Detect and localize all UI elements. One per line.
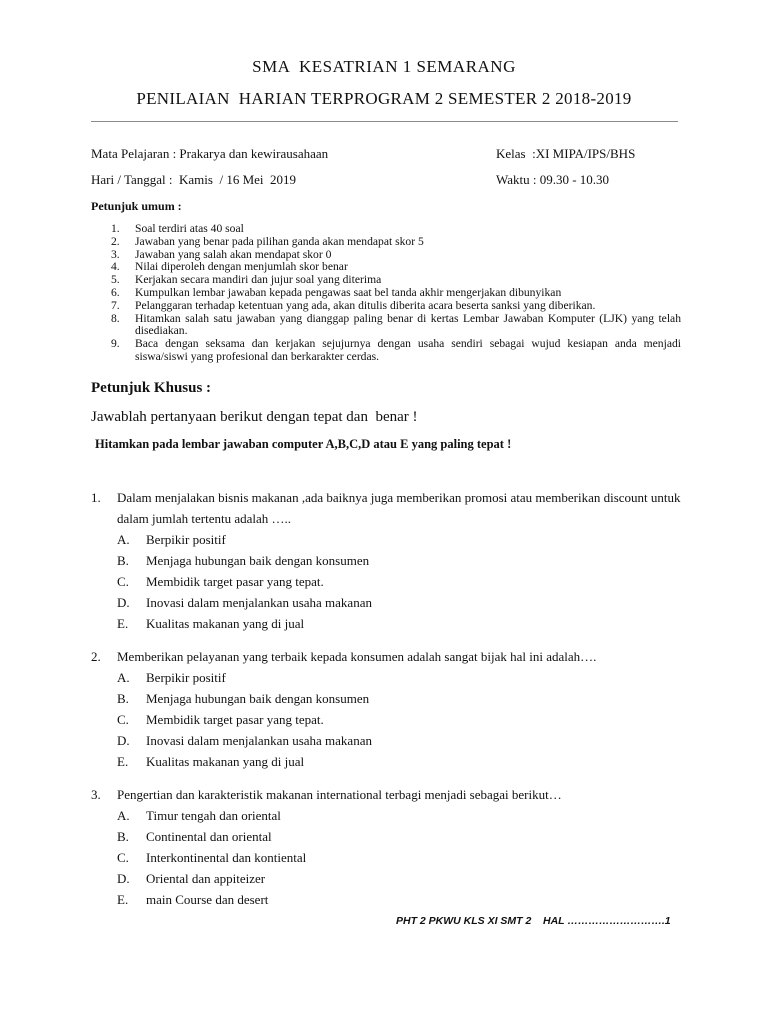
date-field: Hari / Tanggal : Kamis / 16 Mei 2019 xyxy=(91,172,297,187)
header-divider xyxy=(91,121,678,122)
option-item: D. Inovasi dalam menjalankan usaha makanan xyxy=(117,733,372,748)
option-item: B. Menjaga hubungan baik dengan konsumen xyxy=(117,691,370,706)
rule-item: 4. Nilai diperoleh dengan menjumlah skor benar xyxy=(111,260,348,274)
option-list xyxy=(117,805,681,910)
subject-field: Mata Pelajaran : Prakarya dan kewirausahaan xyxy=(91,146,329,161)
exam-title: PENILAIAN HARIAN TERPROGRAM 2 SEMESTER 2 2018-2019 xyxy=(136,89,632,108)
option-item: A. Timur tengah dan oriental xyxy=(117,808,281,823)
option-item: D. Oriental dan appiteizer xyxy=(117,871,266,886)
option-item: E. Kualitas makanan yang di jual xyxy=(117,754,305,769)
question-3 xyxy=(91,784,681,910)
rule-item: 3. Jawaban yang salah akan mendapat skor 0 xyxy=(111,247,332,261)
option-item: C. Interkontinental dan kontiental xyxy=(117,850,307,865)
option-item: C. Membidik target pasar yang tepat. xyxy=(117,574,324,589)
answer-sheet-instruction: Hitamkan pada lembar jawaban computer A,B,C,D atau E yang paling tepat ! xyxy=(95,437,512,451)
question-2 xyxy=(91,646,681,772)
answer-instruction: Jawablah pertanyaan berikut dengan tepat dan benar ! xyxy=(91,409,418,425)
rule-item: 2. Jawaban yang benar pada pilihan ganda akan mendapat skor 5 xyxy=(111,234,424,248)
option-item: E. main Course dan desert xyxy=(117,892,269,907)
question-text: Pengertian dan karakteristik makanan international terbagi menjadi sebagai berikut… xyxy=(117,787,562,802)
option-item: C. Membidik target pasar yang tepat. xyxy=(117,712,324,727)
option-item: D. Inovasi dalam menjalankan usaha makanan xyxy=(117,595,372,610)
school-name: SMA KESATRIAN 1 SEMARANG xyxy=(252,57,516,76)
option-item: E. Kualitas makanan yang di jual xyxy=(117,616,305,631)
rule-item: 6. Kumpulkan lembar jawaban kepada pengawas saat bel tanda akhir mengerjakan dibunyikan xyxy=(111,285,562,299)
question-number: 3. xyxy=(91,787,101,802)
class-field: Kelas :XI MIPA/IPS/BHS xyxy=(496,146,636,161)
question-1 xyxy=(91,487,681,634)
page-footer: PHT 2 PKWU KLS XI SMT 2 HAL ……………………….1 xyxy=(396,915,671,927)
rule-item: 9. Baca dengan seksama dan kerjakan sejujurnya dengan usaha sendiri sebagai wujud kesiapan anda menjadi siswa/siswi yang profesional dan berkarakter cerdas. xyxy=(111,337,681,363)
option-item: A. Berpikir positif xyxy=(117,532,226,547)
rule-item: 7. Pelanggaran terhadap ketentuan yang ada, akan ditulis diberita acara beserta sanksi yang diberikan. xyxy=(111,298,596,312)
option-list xyxy=(117,667,681,772)
rule-item: 1. Soal terdiri atas 40 soal xyxy=(111,222,244,235)
question-number: 2. xyxy=(91,649,101,664)
rule-item: 8. Hitamkan salah satu jawaban yang dianggap paling benar di kertas Lembar Jawaban Komputer (LJK) yang telah disediakan. xyxy=(111,311,681,338)
option-item: A. Berpikir positif xyxy=(117,670,226,685)
special-instructions-title: Petunjuk Khusus : xyxy=(91,380,212,396)
rule-item: 5. Kerjakan secara mandiri dan jujur soal yang diterima xyxy=(111,273,382,287)
option-list xyxy=(117,529,681,634)
time-field: Waktu : 09.30 - 10.30 xyxy=(496,172,610,187)
general-instructions-list xyxy=(91,223,681,364)
question-text: Dalam menjalakan bisnis makanan ,ada baiknya juga memberikan promosi atau memberikan discount untuk dalam jumlah tertentu adalah ….. xyxy=(117,490,681,526)
question-text: Memberikan pelayanan yang terbaik kepada konsumen adalah sangat bijak hal ini adalah…. xyxy=(117,649,597,664)
question-list xyxy=(91,487,681,910)
general-instructions-title: Petunjuk umum : xyxy=(91,199,182,213)
option-item: B. Continental dan oriental xyxy=(117,829,272,844)
question-number: 1. xyxy=(91,490,101,505)
option-item: B. Menjaga hubungan baik dengan konsumen xyxy=(117,553,370,568)
